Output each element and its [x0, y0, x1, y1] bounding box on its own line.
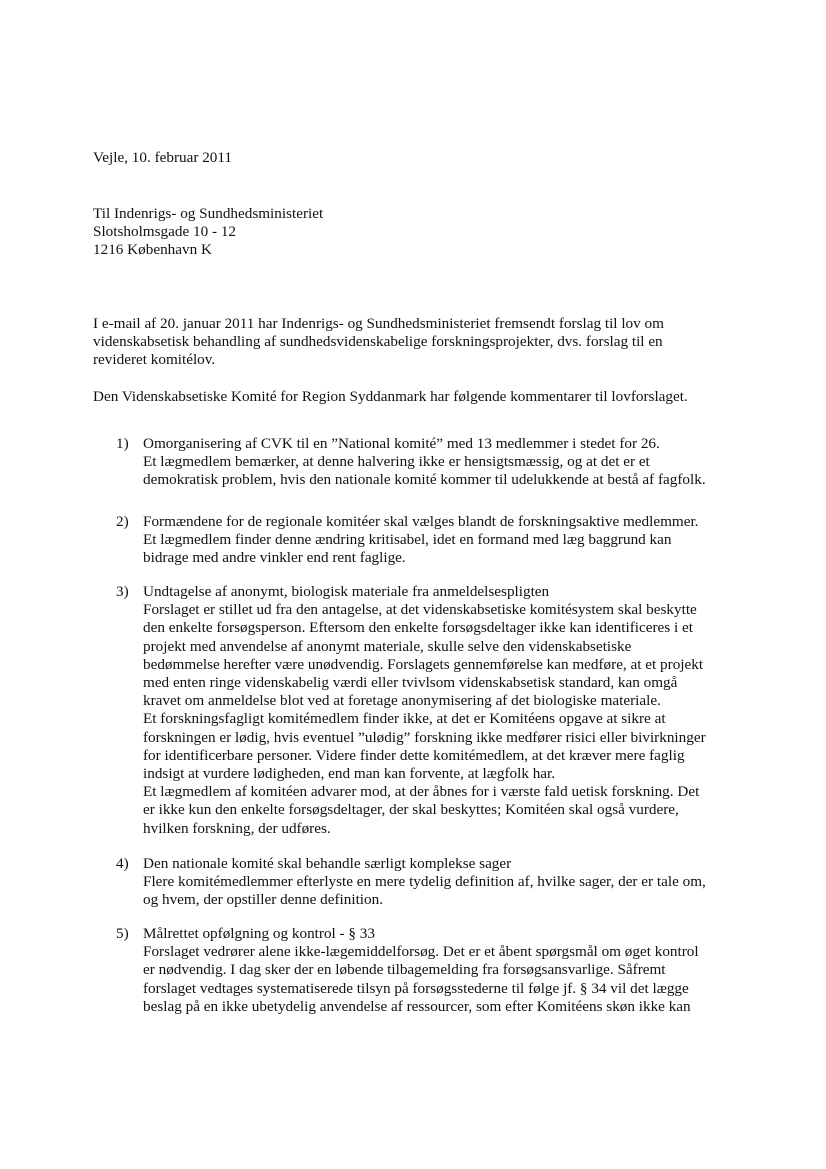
intro-paragraph [93, 315, 733, 370]
item-line: demokratisk problem, hvis den nationale komité kommer til udelukkende at bestå af fagfolk. [143, 471, 706, 489]
recipient-address [93, 205, 733, 260]
item-line: Et lægmedlem af komitéen advarer mod, at der åbnes for i værste fald uetisk forskning. Det [143, 783, 700, 801]
paragraph-line: revideret komitélov. [93, 351, 216, 369]
item-line: er nødvendig. I dag sker der en løbende tilbagemelding fra forsøgsansvarlige. Såfremt [143, 961, 666, 979]
item-line: er ikke kun den enkelte forsøgsdeltager, der skal beskyttes; Komitéen skal også vurdere, [143, 801, 679, 819]
item-line: hvilken forskning, der udføres. [143, 819, 331, 837]
item-body [143, 925, 753, 1016]
item-line: og hvem, der opstiller denne definition. [143, 891, 383, 909]
item-number: 2) [116, 513, 129, 530]
item-line: Forslaget vedrører alene ikke-lægemiddelforsøg. Det er et åbent spørgsmål om øget kontrol [143, 943, 699, 961]
item-body [143, 583, 753, 838]
item-body [143, 513, 753, 568]
item-line: bidrage med andre vinkler end rent faglige. [143, 549, 406, 567]
item-line: Flere komitémedlemmer efterlyste en mere tydelig definition af, hvilke sager, der er tale om, [143, 873, 706, 891]
item-line: den enkelte forsøgsperson. Eftersom den enkelte forsøgsdeltager ikke kan identificeres i et [143, 619, 693, 637]
item-line: forslaget vedtages systematiserede tilsyn på forsøgsstederne til følge jf. § 34 vil det lægge [143, 979, 689, 997]
item-line: indsigt at vurdere lødigheden, end man kan forvente, at lægfolk har. [143, 765, 556, 783]
item-line: bedømmelse herefter være unødvendig. Forslagets gennemførelse kan medføre, at et projekt [143, 655, 704, 673]
item-line: kravet om anmeldelse blot ved at foretage anonymisering af det biologiske materiale. [143, 692, 661, 710]
item-line: med enten ringe videnskabelig værdi eller tvivlsom videnskabsetisk standard, kan omgå [143, 674, 678, 692]
item-heading: Formændene for de regionale komitéer skal vælges blandt de forskningsaktive medlemmer. [143, 513, 699, 530]
paragraph-line: Den Videnskabsetiske Komité for Region Syddanmark har følgende kommentarer til lovforslaget. [93, 388, 688, 405]
item-line: for identificerbare personer. Videre finder dette komitémedlem, at det kræver mere faglig [143, 746, 685, 764]
item-number: 4) [116, 855, 129, 872]
date-line: Vejle, 10. februar 2011 [93, 149, 233, 166]
address-line: 1216 København K [93, 241, 212, 259]
item-number: 1) [116, 435, 129, 452]
letter-date [93, 149, 733, 167]
item-line: Et forskningsfagligt komitémedlem finder ikke, at det er Komitéens opgave at sikre at [143, 710, 666, 728]
paragraph-line: videnskabsetisk behandling af sundhedsvidenskabelige forskningsprojekter, dvs. forslag til en [93, 333, 663, 351]
item-line: Et lægmedlem bemærker, at denne halvering ikke er hensigtsmæssig, og at det er et [143, 453, 650, 471]
item-heading: Undtagelse af anonymt, biologisk materiale fra anmeldelsespligten [143, 583, 550, 600]
item-heading: Den nationale komité skal behandle særligt komplekse sager [143, 855, 512, 872]
item-body [143, 435, 753, 490]
committee-statement [93, 388, 733, 406]
address-line: Til Indenrigs- og Sundhedsministeriet [93, 205, 324, 222]
address-line: Slotsholmsgade 10 - 12 [93, 223, 237, 241]
item-number: 5) [116, 925, 129, 942]
item-heading: Målrettet opfølgning og kontrol - § 33 [143, 925, 375, 942]
item-line: Et lægmedlem finder denne ændring kritisabel, idet en formand med læg baggrund kan [143, 531, 672, 549]
item-body [143, 855, 753, 910]
item-line: Forslaget er stillet ud fra den antagelse, at det videnskabsetiske komitésystem skal beskytte [143, 601, 697, 619]
paragraph-line: I e-mail af 20. januar 2011 har Indenrigs- og Sundhedsministeriet fremsendt forslag til lov om [93, 315, 664, 332]
item-number: 3) [116, 583, 129, 600]
item-heading: Omorganisering af CVK til en ”National komité” med 13 medlemmer i stedet for 26. [143, 435, 660, 452]
item-line: forskningen er lødig, hvis eventuel ”ulødig” forskning ikke medfører risici eller bivirkninger [143, 728, 706, 746]
item-line: projekt med anvendelse af anonymt materiale, skulle selve den videnskabsetiske [143, 637, 632, 655]
item-line: beslag på en ikke ubetydelig anvendelse af ressourcer, som efter Komitéens skøn ikke kan [143, 997, 691, 1015]
